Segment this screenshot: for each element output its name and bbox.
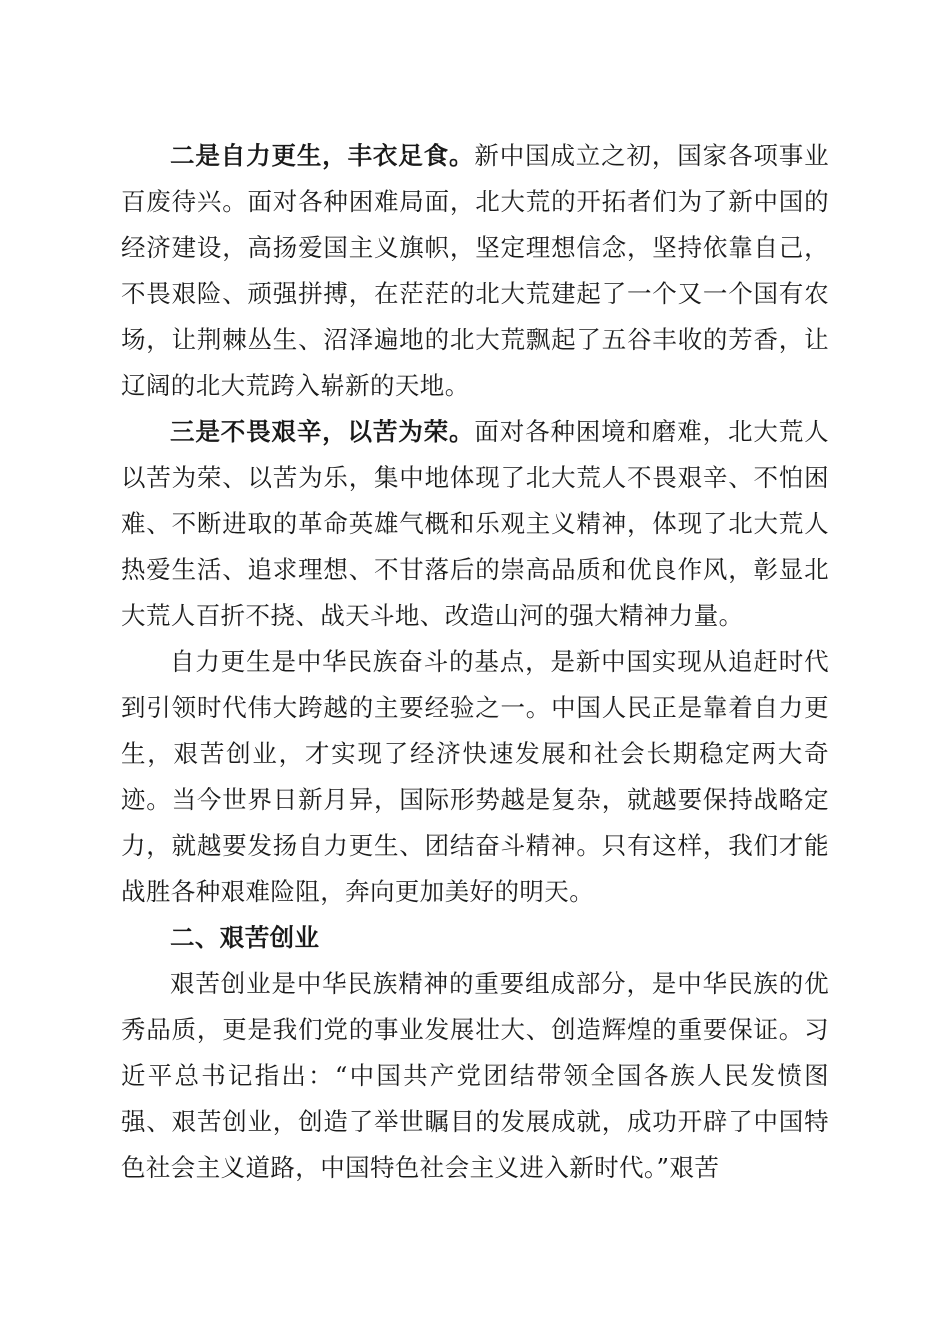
- paragraph-self-reliance: [121, 133, 829, 409]
- paragraph-text: 新中国成立之初，国家各项事业百废待兴。面对各种困难局面，北大荒的开拓者们为了新中国的经济建设，高扬爱国主义旗帜，坚定理想信念，坚持依靠自己，不畏艰险、顽强拼搏，在茫茫的北大荒建起了一个又一个国有农场，让荆棘丛生、沼泽遍地的北大荒飘起了五谷丰收的芳香，让辽阔的北大荒跨入崭新的天地。: [121, 141, 829, 400]
- paragraph-text: 面对各种困境和磨难，北大荒人以苦为荣、以苦为乐，集中地体现了北大荒人不畏艰辛、不怕困难、不断进取的革命英雄气概和乐观主义精神，体现了北大荒人热爱生活、追求理想、不甘落后的崇高品质和优良作风，彰显北大荒人百折不挠、战天斗地、改造山河的强大精神力量。: [121, 417, 829, 630]
- document-body: [121, 133, 829, 1191]
- paragraph-lead: 三是不畏艰辛，以苦为荣。: [170, 417, 475, 446]
- paragraph-text: 艰苦创业是中华民族精神的重要组成部分，是中华民族的优秀品质，更是我们党的事业发展壮大、创造辉煌的重要保证。习近平总书记指出：“中国共产党团结带领全国各族人民发愤图强、艰苦创业，创造了举世瞩目的发展成就，成功开辟了中国特色社会主义道路，中国特色社会主义进入新时代。”艰苦: [121, 969, 829, 1182]
- section-heading: 二、艰苦创业: [170, 923, 320, 952]
- paragraph-self-reliance-summary: [121, 639, 829, 915]
- paragraph-text: 自力更生是中华民族奋斗的基点，是新中国实现从追赶时代到引领时代伟大跨越的主要经验之一。中国人民正是靠着自力更生，艰苦创业，才实现了经济快速发展和社会长期稳定两大奇迹。当今世界日新月异，国际形势越是复杂，就越要保持战略定力，就越要发扬自力更生、团结奋斗精神。只有这样，我们才能战胜各种艰难险阻，奔向更加美好的明天。: [121, 647, 829, 906]
- paragraph-lead: 二是自力更生，丰衣足食。: [170, 141, 475, 170]
- paragraph-hard-work: [121, 961, 829, 1191]
- paragraph-hardship: [121, 409, 829, 639]
